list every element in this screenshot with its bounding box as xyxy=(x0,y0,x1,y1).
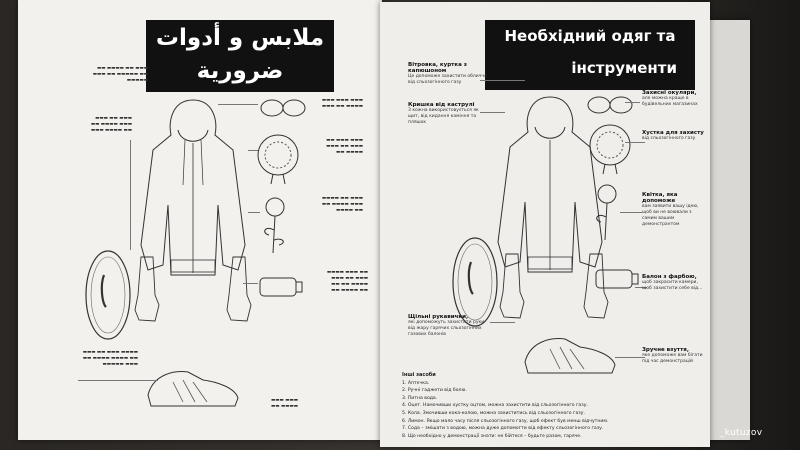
list-item: 4. Оцет. Намочивши хустку оцтом, можна захистити від сльозогінного газу. xyxy=(402,403,588,409)
leader-line xyxy=(620,212,642,213)
scarf-illustration xyxy=(585,120,635,175)
leader-line xyxy=(218,104,258,105)
list-item: 6. Лимон. Якщо мало часу після сльозогінного газу, щоб ефект був менш відчутним. xyxy=(402,418,609,424)
caption-lid xyxy=(408,102,486,126)
leader-line xyxy=(490,322,515,323)
pot-lid-illustration xyxy=(78,245,138,345)
shoe-illustration xyxy=(520,327,620,377)
list-item: 8. Що необхідно у демонстрації знати: не бійтеся – будьте разом, гаряче. xyxy=(402,433,582,439)
arabic-caption-lid: ▬▬▬ ▬▬ ▬▬▬ ▬▬▬ ▬▬▬▬ ▬▬ ▬▬ ▬▬▬▬ ▬▬▬ xyxy=(90,116,132,133)
arabic-caption-gloves: ▬▬▬▬ ▬▬▬ ▬▬ ▬▬▬ ▬▬ ▬▬▬▬ ▬▬▬▬ ▬▬ ▬▬▬ ▬▬▬▬▬ xyxy=(82,350,138,367)
arabic-caption-shoes: ▬▬▬ ▬▬▬ ▬▬▬▬ ▬▬ xyxy=(271,398,298,409)
scarf-illustration xyxy=(253,130,303,185)
ukrainian-sheet xyxy=(380,2,710,447)
caption-goggles-body: але можна краще в будівельних магазинах xyxy=(642,96,698,107)
caption-flower-body: вам заявити вашу ідею, щоб ви не воювали з самим вашим демонстрантом xyxy=(642,204,699,227)
caption-jacket-head: Вітровка, куртка з капюшоном xyxy=(408,62,467,74)
arabic-caption-goggles: ▬▬▬ ▬▬▬ ▬▬▬ ▬▬▬▬ ▬▬ ▬▬▬ xyxy=(321,98,363,109)
list-item: 3. Питна вода. xyxy=(402,395,438,401)
photo-watermark: _kutuzov xyxy=(720,428,763,438)
arabic-sheet xyxy=(18,0,382,440)
caption-shoes xyxy=(642,347,706,365)
leader-line xyxy=(248,212,260,213)
list-header: Інші засоби xyxy=(402,372,436,378)
arabic-title xyxy=(146,20,334,92)
leader-line xyxy=(625,102,640,103)
caption-jacket xyxy=(408,62,488,86)
arabic-title-line2: ضرورية xyxy=(196,58,284,84)
list-item: 7. Сода – змішати з водою, можна дуже допомогти від ефекту сльозогінного газу. xyxy=(402,426,604,432)
caption-scarf-head: Хустка для захисту xyxy=(642,130,704,136)
arabic-caption-jacket: ▬▬▬ ▬▬ ▬▬▬▬ ▬▬ ▬▬ ▬▬▬▬▬ ▬▬ ▬▬▬ ▬▬▬▬▬ xyxy=(92,66,148,83)
caption-goggles-head: Захисні окуляри, xyxy=(642,90,697,96)
other-supplies-list xyxy=(402,372,702,440)
ukrainian-title-line2: інструменти xyxy=(571,59,677,77)
caption-lid-body: З кожна використовується як щит, від кидання каміння та пляшок xyxy=(408,108,479,125)
caption-scarf xyxy=(642,130,704,142)
list-item: 5. Кола. Змочивши кока-колою, можна захиститись від сльозогінного газу. xyxy=(402,410,585,416)
leader-line xyxy=(243,283,258,284)
caption-spray-head: Балон з фарбою, xyxy=(642,274,697,280)
shoe-illustration xyxy=(143,360,243,410)
ukrainian-title-line1: Необхідний одяг та xyxy=(504,27,676,45)
leader-line xyxy=(130,140,131,250)
caption-spray xyxy=(642,274,706,292)
arabic-caption-flower: ▬▬▬ ▬▬ ▬▬▬▬ ▬▬▬ ▬▬▬▬ ▬▬ ▬▬ ▬▬▬▬ xyxy=(321,196,363,213)
caption-scarf-body: від сльозогінного газу xyxy=(642,136,696,141)
caption-shoes-body: яке допоможе вам бігати під час демонстрацій xyxy=(642,353,703,364)
spray-can-illustration xyxy=(592,264,642,294)
list-item: 2. Ручні гаджети від болю. xyxy=(402,388,467,394)
leader-line xyxy=(615,357,645,358)
caption-goggles xyxy=(642,90,704,108)
leader-line xyxy=(248,150,258,151)
caption-gloves xyxy=(408,314,490,338)
goggles-illustration xyxy=(585,92,635,117)
caption-shoes-head: Зручне взуття, xyxy=(642,347,689,353)
caption-gloves-body: які допоможуть захистити руки від жару гарячих сльозогінних газових балонів xyxy=(408,320,485,337)
arabic-caption-scarf: ▬▬▬ ▬▬▬ ▬▬ ▬▬▬ ▬▬ ▬▬▬ ▬▬▬▬ ▬▬ xyxy=(326,138,363,155)
caption-flower xyxy=(642,192,704,228)
caption-lid-head: Кришка від каструлі xyxy=(408,102,475,108)
goggles-illustration xyxy=(258,95,308,120)
spray-can-illustration xyxy=(256,272,306,302)
arabic-title-line1: ملابس و أدوات xyxy=(155,25,325,51)
caption-jacket-body: Це допоможе захистити обличчя від сльозогінного газу xyxy=(408,74,487,85)
caption-gloves-head: Щільні рукавички, xyxy=(408,314,469,320)
leader-line xyxy=(78,380,158,381)
list-item: 1. Аптечка. xyxy=(402,380,430,386)
arabic-caption-spray: ▬▬ ▬▬▬ ▬▬▬▬ ▬▬▬ ▬▬ ▬▬▬ ▬▬▬▬ ▬▬ ▬▬ ▬▬ ▬▬▬▬ ▬▬ xyxy=(326,270,368,293)
caption-spray-body: щоб закрасити камери, щоб захистити себе від... xyxy=(642,280,703,291)
flower-illustration xyxy=(253,195,298,255)
glove-right-illustration xyxy=(223,255,253,325)
leader-line xyxy=(625,142,645,143)
caption-flower-head: Квітка, яка допоможе xyxy=(642,192,678,204)
